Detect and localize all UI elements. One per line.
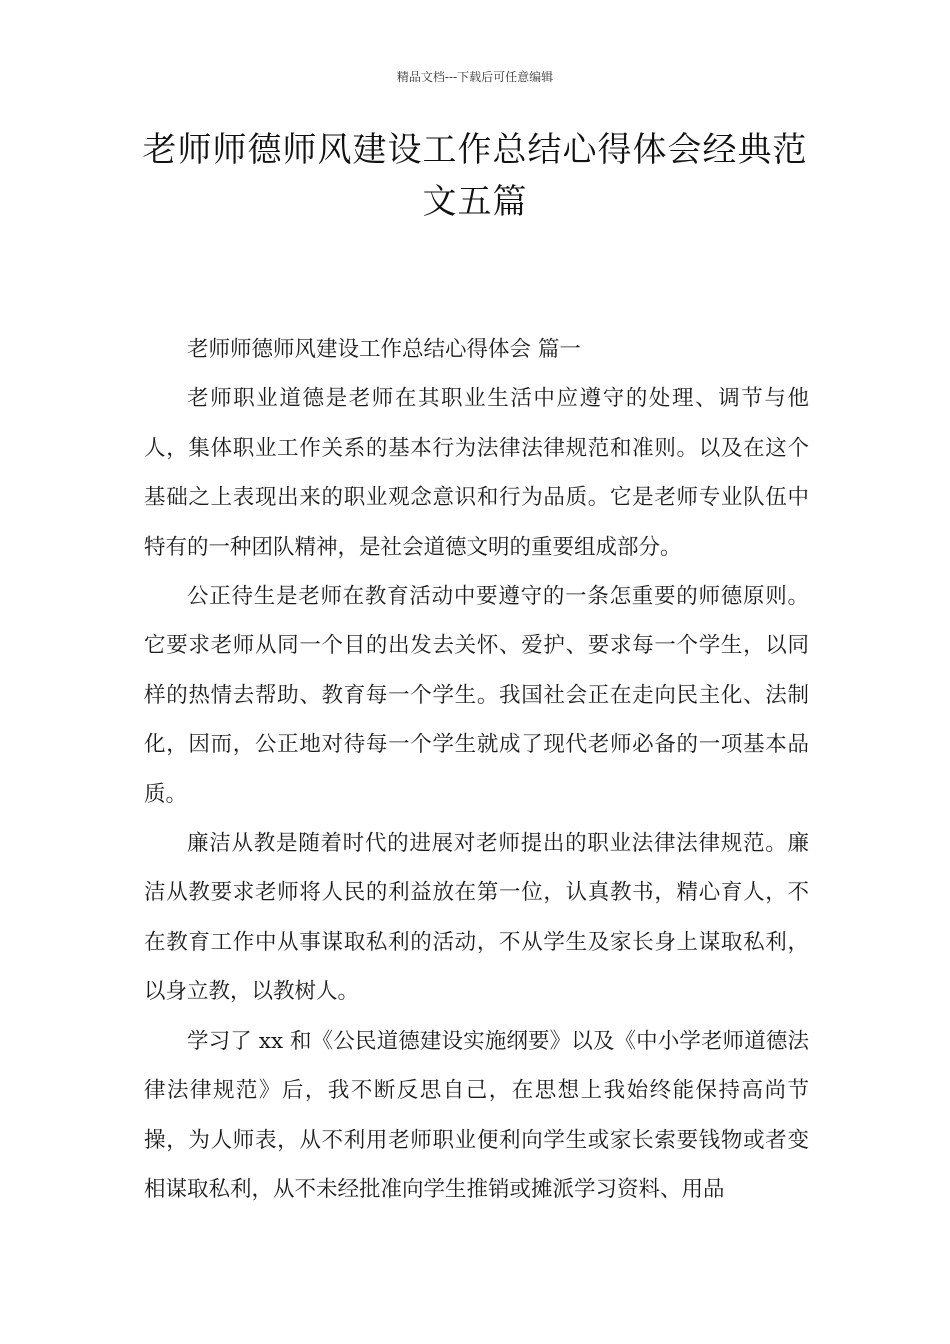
document-title: 老师师德师风建设工作总结心得体会经典范文五篇 <box>142 130 808 222</box>
document-body <box>144 325 809 1214</box>
section-heading: 老师师德师风建设工作总结心得体会 篇一 <box>187 337 581 362</box>
paragraph: 廉洁从教是随着时代的进展对老师提出的职业法律法律规范。廉洁从教要求老师将人民的利益放在第一位，认真教书，精心育人，不在教育工作中从事谋取私利的活动，不从学生及家长身上谋取私利，以身立教，以教树人。 <box>144 831 809 1005</box>
paragraph: 老师职业道德是老师在其职业生活中应遵守的处理、调节与他人，集体职业工作关系的基本行为法律法律规范和准则。以及在这个基础之上表现出来的职业观念意识和行为品质。它是老师专业队伍中特有的一种团队精神，是社会道德文明的重要组成部分。 <box>144 386 809 560</box>
page-header-note: 精品文档---下载后可任意编辑 <box>396 70 554 84</box>
paragraph: 学习了 xx 和《公民道德建设实施纲要》以及《中小学老师道德法律法律规范》后，我不断反思自己，在思想上我始终能保持高尚节操，为人师表，从不利用老师职业便利向学生或家长索要钱物或者变相谋取私利，从不未经批准向学生推销或摊派学习资料、用品 <box>144 1028 809 1202</box>
paragraph: 公正待生是老师在教育活动中要遵守的一条怎重要的师德原则。它要求老师从同一个目的出发去关怀、爱护、要求每一个学生，以同样的热情去帮助、教育每一个学生。我国社会正在走向民主化、法制化，因而，公正地对待每一个学生就成了现代老师必备的一项基本品质。 <box>144 584 809 807</box>
